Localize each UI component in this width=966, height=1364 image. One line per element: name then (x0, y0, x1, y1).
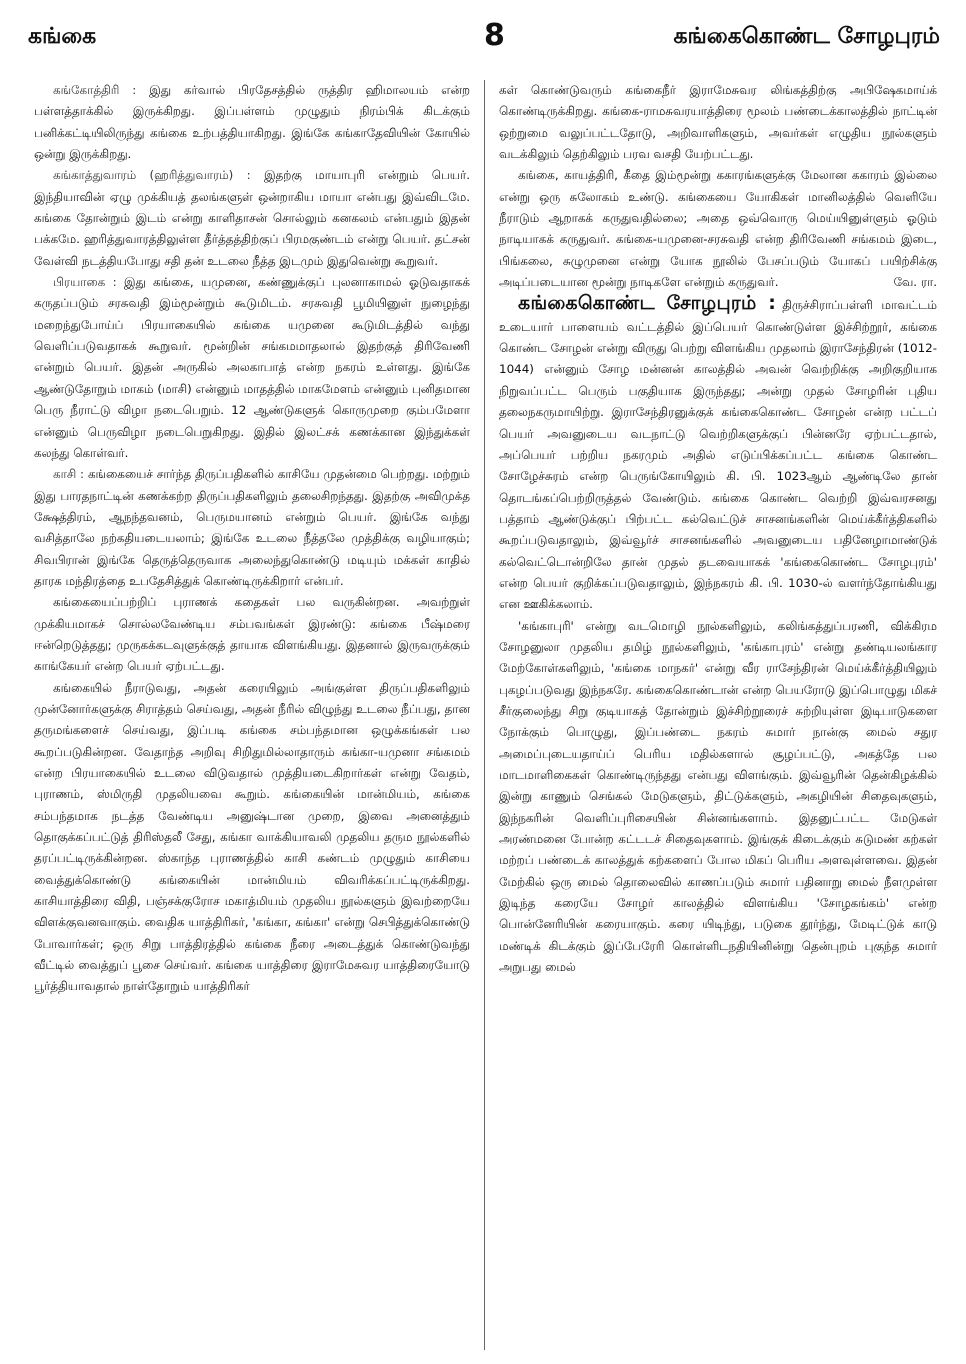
running-head-left: கங்கை (28, 24, 97, 49)
paragraph-gangaikonda-history: 'கங்காபுரி' என்று வடமொழி நூல்களிலும், கலிங்கத்துப்பரணி, விக்கிரம சோழனுலா முதலிய தமிழ் நூல்களிலும், 'கங்காபுரம்' என்று தண்டியலங்கார மேற்கோள்களிலும், 'கங்கை மாநகர்' என்று வீர ராசேந்திரன் மெய்க்கீர்த்தியிலும் புகழப்படுவது இந்நகரே. கங்கைகொண்டான் என்ற பெயரோடு இப்பொழுது மிகச் சீர்குலைந்து சிறு குடியாகத் தோன்றும் இச்சிற்றூரைச் சுற்றியுள்ள இடிபாடுகளை நோக்கும் பொழுது, இப்பண்டை நகரம் சுமார் நான்கு மைல் சதுர அமைப்புடையதாய்ப் பெரிய மதில்களால் சூழப்பட்டு, அகத்தே பல மாடமாளிகைகள் கொண்டிருந்தது என்பது விளங்கும். இவ்வூரின் தென்கிழக்கில் இன்று காணும் செங்கல் மேடுகளும், திட்டுக்களும், அகழியின் சிதைவுகளும், இந்நகரின் வெளிப்புரிசையின் சின்னங்களாம். இதனுட்பட்ட மேடுகள் அரண்மனை போன்ற கட்டடச் சிதைவுகளாம். இங்குக் கிடைக்கும் சுடுமண் கற்கள் மற்றப் பண்டைக் காலத்துக் கற்களைப் போல மிகப் பெரிய அளவுள்ளவை. இதன் மேற்கில் ஒரு மைல் தொலைவில் காணப்படும் சுமார் பதினாறு மைல் நீளமுள்ள இடிந்த கரையே சோழர் காலத்தில் விளங்கிய 'சோழகங்கம்' என்ற பொன்னேரியின் கரையாகும். கரை யிடிந்து, படுகை தூர்ந்து, மேடிட்டுக் காடு மண்டிக் கிடக்கும் இப்பேரேரி கொள்ளிடநதியினின்று தென்புறம் புகுந்த சுமார் அறுபது மைல் (499, 618, 937, 975)
left-column (34, 80, 470, 1356)
author-signature: வே. ரா. (893, 275, 937, 290)
column-divider (484, 80, 485, 1350)
paragraph-puranas: கங்கையைப்பற்றிப் புராணக் கதைகள் பல வருகின்றன. அவற்றுள் முக்கியமாகச் சொல்லவேண்டிய சம்பவங்கள் இரண்டு: கங்கை பீஷ்மரை ஈன்றெடுத்தது; முருகக்கடவுளுக்குத் தாயாக விளங்கியது. இதனால் இருவருக்கும் காங்கேயர் என்ற பெயர் ஏற்பட்டது. (34, 595, 470, 674)
paragraph-gangaikonda-intro (499, 293, 937, 615)
paragraph-text: இது கர்வால் பிரதேசத்தில் ருத்திர ஹிமாலயம் என்ற பள்ளத்தாக்கில் இருக்கிறது. இப்பள்ளம் முழுதும் நிரம்பிக் கிடக்கும் பனிக்கட்டியிலிருந்து கங்கை உற்பத்தியாகிறது. இங்கே கங்காதேவியின் கோயில் ஒன்று இருக்கிறது. (34, 83, 470, 162)
subhead-gangotri: கங்கோத்திரி : (53, 83, 137, 97)
paragraph-continuation: கள் கொண்டுவரும் கங்கைநீர் இராமேசுவர லிங்கத்திற்கு அபிஷேகமாய்க் கொண்டிருக்கிறது. கங்கை-ராமசுவரயாத்திரை மூலம் பண்டைக்காலத்தில் நாட்டின் ஒற்றுமை வலுப்பட்டதோடு, அறிவாளிகளும், அவர்கள் எழுதிய நூல்களும் வடக்கிலும் தெற்கிலும் பரவ வசதி யேற்பட்டது. (499, 83, 937, 162)
paragraph-text: திருச்சிராப்பள்ளி மாவட்டம் உடையார் பாளையம் வட்டத்தில் இப்பெயர் கொண்டுள்ள இச்சிற்றூர், கங்கை கொண்ட சோழன் என்று விருது பெற்று விளங்கிய முதலாம் இராசேந்திரன் (1012-1044) என்னும் சோழ மன்னன் காலத்தில் அவன் வெற்றிக்கு அறிகுறியாக நிறுவப்பட்ட பெரும் பகுதியாக இருந்தது; அன்று முதல் சோழரின் புதிய தலைநகருமாயிற்று. இராசேந்திரனுக்குக் கங்கைகொண்ட சோழன் என்ற பட்டப் பெயர் அவனுடைய வடநாட்டு வெற்றிகளுக்குப் பின்னரே ஏற்பட்டதால், அப்பெயர் பற்றிய நகரமும் அதில் எடுப்பிக்கப்பட்ட கங்கை கொண்ட சோழேச்சுரம் என்ற பெருங்கோயிலும் கி. பி. 1023ஆம் ஆண்டிலே தான் தொடங்கப்பெற்றிருத்தல் வேண்டும். கங்கை கொண்ட வெற்றி இவ்வரசனது பத்தாம் ஆண்டுக்குப் பிற்பட்ட கல்வெட்டுச் சாசனங்களின் மெய்க்கீர்த்திகளில் கூறப்படுவதாலும், இவ்வூர்ச் சாசனங்களில் அவனுடைய பதினேழாமாண்டுக் கல்வெட்டொன்றிலே தான் முதல் தடவையாகக் 'கங்கைகொண்ட சோழபுரம்' என்ற பெயர் குறிக்கப்படுவதாலும், இந்நகரம் கி. பி. 1030-ல் வளர்ந்தோங்கியது என ஊகிக்கலாம். (499, 298, 937, 612)
paragraph-gangotri (34, 80, 470, 165)
right-column (499, 80, 937, 1356)
running-head-right: கங்கைகொண்ட சோழபுரம் (673, 24, 940, 49)
subhead-prayagai: பிரயாகை : (53, 275, 117, 290)
subhead-gangadwaram: கங்காத்துவாரம் (ஹரித்துவாரம்) : (53, 168, 251, 183)
subhead-kasi: காசி : (53, 467, 85, 482)
paragraph-gangadwaram (34, 165, 470, 272)
paragraph-kasi (34, 464, 470, 592)
paragraph-text: இதற்கு மாயாபுரி என்றும் பெயர். இந்தியாவின் ஏழு முக்கியத் தலங்களுள் ஒன்றாகிய மாயா என்பது இவ்விடமே. கங்கை தோன்றும் இடம் என்று காளிதாசன் சொல்லும் கனகலம் என்பதும் இதன் பக்கமே. ஹரித்துவாரத்திலுள்ள தீர்த்தத்திற்குப் பிரமகுண்டம் என்று பெயர். தட்சன் வேள்வி நடத்தியபோது சதி தன் உடலை நீத்த இடமும் இதுவென்று கூறுவர். (34, 168, 470, 268)
paragraph-rituals: கங்கையில் நீராடுவது, அதன் கரையிலும் அங்குள்ள திருப்பதிகளிலும் முன்னோர்களுக்கு சிராத்தம் செய்வது, அதன் நீரில் விழுந்து உடலை நீப்பது, தான தருமங்களைச் செய்வது, இப்படி கங்கை சம்பந்தமான ஒழுக்கங்கள் பல கூறப்படுகின்றன. வேதாந்த அறிவு சிறிதுமில்லாதாரும் கங்கா-யமுனா சங்கமம் என்ற பிரயாகையில் உடலை விடுவதால் முத்தியடைகிறார்கள் என்று வேதம், புராணம், ஸ்மிருதி முதலியவை கூறும். கங்கையின் மான்மியம், கங்கை சம்பந்தமாக நடத்த வேண்டிய அனுஷ்டான முறை, இவை அனைத்தும் தொகுக்கப்பட்டுத் திரிஸ்தலீ சேது, கங்கா வாக்கியாவலி முதலிய தரும நூல்களில் தரப்பட்டிருக்கின்றன. ஸ்காந்த புராணத்தில் காசி கண்டம் முழுதும் காசியை வைத்துக்கொண்டு கங்கையின் மான்மியம் விவரிக்கப்பட்டிருக்கிறது. காசியாத்திரை விதி, பஞ்சக்குரோச மகாத்மியம் முதலிய நூல்களும் இவற்றையே விளக்குவனவாகும். வைதிக யாத்திரிகர், 'கங்கா, கங்கா' என்று செபித்துக்கொண்டு போவார்கள்; ஒரு சிறு பாத்திரத்தில் கங்கை நீரை அடைத்துக் கொண்டுவந்து வீட்டில் வைத்துப் பூசை செய்வர். கங்கை யாத்திரை இராமேசுவர யாத்திரையோடு பூர்த்தியாவதால் நாள்தோறும் யாத்திரிகர் (34, 680, 470, 994)
paragraph-text: கங்கை, காயத்திரி, கீதை இம்மூன்று ககாரங்களுக்கு மேலான ககாரம் இல்லை என்று ஒரு சுலோகம் உண்டு. கங்கையை யோகிகள் மானிலத்தில் வெளியே நீராடும் ஆறாகக் கருதுவதில்லை; அதை ஒவ்வொரு மெய்யினுள்ளும் ஓடும் நாடியாகக் கருதுவர். கங்கை-யமுனை-சரசுவதி என்ற திரிவேணி சங்கமம் இடை, பிங்கலை, சுழுமுனை என்று யோக நூலில் பேசப்படும் யோகப் பயிற்சிக்கு அடிப்படையான மூன்று நாடிகளே என்றும் கருதுவர். (499, 168, 937, 290)
entry-title: கங்கைகொண்ட சோழபுரம் : (518, 292, 777, 315)
paragraph-text: கங்கையைச் சார்ந்த திருப்பதிகளில் காசியே முதன்மை பெற்றது. மற்றும் இது பாரதநாட்டின் கணக்கற்ற திருப்பதிகளிலும் தலைசிறந்தது. இதற்கு அவிமுக்த க்ஷேத்திரம், ஆநந்தவனம், பெருமயானம் என்றும் பெயர். இங்கே வந்து வசித்தாலே நற்கதியடையலாம்; இங்கே உடலை நீத்தலே முத்திக்கு வழியாகும்; சிவபிரான் இங்கே தெருத்தெருவாக அலைந்துகொண்டு மடியும் மக்கள் காதில் தாரக மந்திரத்தை உபதேசித்துக் கொண்டிருக்கிறார் என்பர். (34, 467, 470, 588)
page-number: 8 (484, 18, 505, 53)
paragraph-text: இது கங்கை, யமுனை, கண்ணுக்குப் புலனாகாமல் ஓடுவதாகக் கருதப்படும் சரசுவதி இம்மூன்றும் கூடுமிடம். சரசுவதி பூமியினுள் நுழைந்து மறைந்துபோய்ப் பிரயாகையில் கங்கை யமுனை கூடுமிடத்தில் வந்து வெளிப்படுவதாகக் கூறுவர். மூன்றின் சங்கமமாதலால் இதற்குத் திரிவேணி என்றும் பெயர். இதன் அருகில் அலகாபாத் என்ற நகரம் உள்ளது. இங்கே ஆண்டுதோறும் மாகம் (மாசி) என்னும் மாதத்தில் மாகமேளம் என்னும் புனிதமான பெரு நீராட்டு விழா நடைபெறும். 12 ஆண்டுகளுக் கொருமுறை கும்பமேளா என்னும் பெருவிழா நடைபெறுகிறது. இதில் இலட்சக் கணக்கான இந்துக்கள் கலந்து கொள்வர். (34, 275, 470, 460)
paragraph-prayagai (34, 272, 470, 464)
page-header (22, 18, 940, 58)
paragraph-yoga (499, 165, 937, 293)
